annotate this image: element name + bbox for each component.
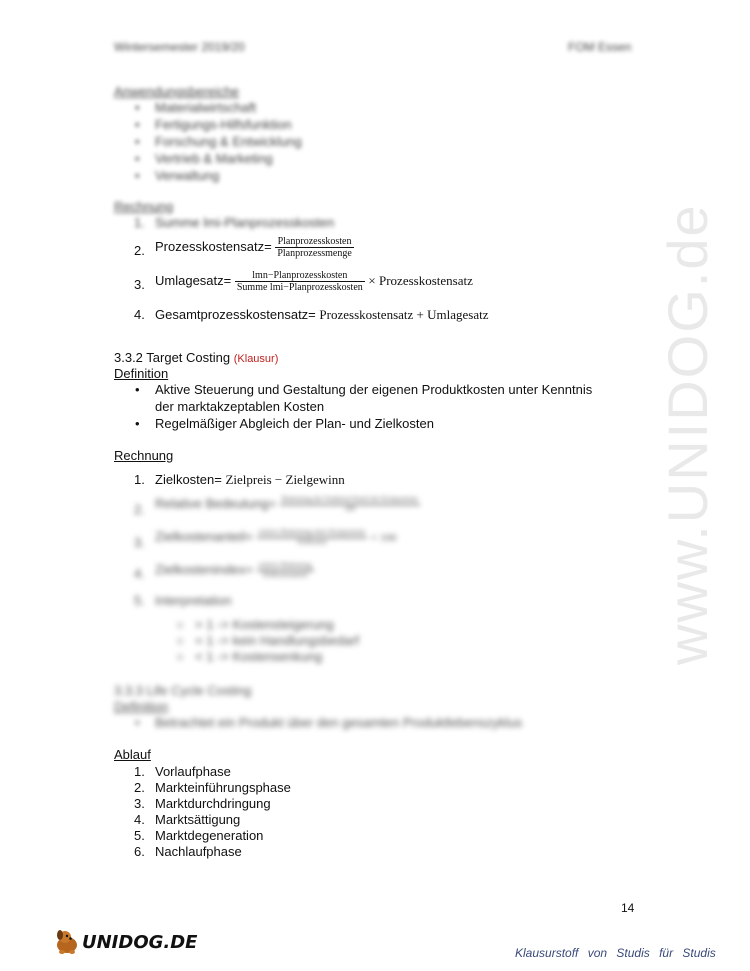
list-item: Marktdegeneration [155,828,264,843]
fraction [257,528,368,547]
exam-tag: (Klausur) [233,353,279,365]
fraction-denominator: Zielkosten [297,538,327,546]
list-number: 2. [134,780,145,795]
circle-bullet-icon: ○ [176,633,184,648]
circle-bullet-icon: ○ [176,649,184,664]
bullet-icon: • [135,134,140,149]
fraction-denominator: Zielkostenanteil [262,571,308,579]
list-number: 5. [134,593,145,608]
fraction [235,270,365,293]
list-item: Fertigungs-Hilfsfunktion [155,117,292,132]
bullet-icon: • [135,100,140,115]
dog-mascot-icon [52,928,82,956]
list-item: < 1 -> Kostensenkung [195,649,323,664]
list-item: Forschung & Entwicklung [155,134,302,149]
list-number: 2. [134,243,145,258]
rechnung1-item4 [155,307,488,323]
formula-body: Zielpreis − Zielgewinn [225,472,345,487]
fraction [275,236,353,259]
list-item: Marktdurchdringung [155,796,271,811]
formula-label: Umlagesatz= [155,272,232,288]
rechnung1-heading: Rechnung [114,199,174,214]
lifecycle-title: 3.3.3 Life Cycle Costing [114,683,252,698]
list-number: 1. [134,215,145,230]
list-item: Vorlaufphase [155,764,231,779]
formula-label: Relative Bedeutung= [155,495,277,511]
list-number: 4. [134,566,145,581]
fraction-denominator: 100 [344,505,355,513]
bullet-icon: • [135,416,140,431]
target-bullet2: Regelmäßiger Abgleich der Plan- und Zielkosten [155,416,434,431]
header-school: FOM Essen [568,40,632,54]
formula-tail: × 100 [370,531,397,544]
list-number: 5. [134,828,145,843]
circle-bullet-icon: ○ [176,617,184,632]
list-item: Nachlaufphase [155,844,242,859]
formula-label: Prozesskostensatz= [155,238,272,254]
list-number: 3. [134,796,145,811]
target-r1 [155,472,345,488]
target-r2 [155,495,420,514]
list-item: Markteinführungsphase [155,780,291,795]
list-number: 1. [134,764,145,779]
list-item: Vertrieb & Marketing [155,151,273,166]
footer-slogan: Klausurstoff von Studis für Studis [515,946,716,960]
formula-tail: × Prozesskostensatz [368,272,473,288]
list-item: Materialwirtschaft [155,100,257,115]
bullet-icon: • [135,715,140,730]
list-item: Marktsättigung [155,812,241,827]
rechnung1-item3 [155,270,473,293]
section-title: 3.3.2 Target Costing [114,350,231,365]
fraction [257,561,314,580]
list-item: > 1 -> Kostensteigerung [195,617,334,632]
list-number: 2. [134,502,145,517]
rechnung1-item1: Summe lmi-Planprozesskosten [155,215,335,230]
list-number: 4. [134,307,145,322]
fraction-numerator: Planprozesskosten [275,236,353,248]
ablauf-heading: Ablauf [114,747,151,762]
fraction-denominator: Planprozessmenge [277,248,352,259]
formula-body: Prozesskostensatz + Umlagesatz [319,307,489,322]
target-def-heading: Definition [114,366,169,381]
header-semester: Wintersemester 2019/20 [114,40,245,54]
watermark: www.UNIDOG.de [656,203,719,665]
lifecycle-bullet1: Betrachtet ein Produkt über den gesamten Produktlebenszyklus [155,715,523,730]
list-item: = 1 -> kein Handlungsbedarf [195,633,360,648]
lifecycle-def-heading: Definition [114,699,169,714]
target-bullet1-line1: Aktive Steuerung und Gestaltung der eigenen Produktkosten unter Kenntnis [155,382,593,397]
target-bullet1-line2: der marktakzeptablen Kosten [155,399,325,414]
list-number: 3. [134,535,145,550]
fraction-numerator: relative Bedeutung einer Komponente [258,528,366,536]
bullet-icon: • [135,382,140,397]
list-number: 6. [134,844,145,859]
rechnung1-item2 [155,236,354,259]
formula-label: Zielkostenindex= [155,561,253,577]
page-number: 14 [621,901,635,915]
bullet-icon: • [135,151,140,166]
formula-label: Zielkosten= [155,472,222,487]
target-r3 [155,528,396,547]
anwendung-heading: Anwendungsbereiche [114,84,240,99]
fraction-numerator: Bedeutung der Funktion/Anteil der Komponente [281,495,418,503]
target-r5: Interpretation [155,593,232,608]
fraction-numerator: relative Bedeutung [258,561,312,569]
list-number: 4. [134,812,145,827]
target-title [114,350,278,365]
fraction-denominator: Summe lmi−Planprozesskosten [236,282,363,293]
target-rech-heading: Rechnung [114,448,174,463]
list-number: 1. [134,472,145,487]
bullet-icon: • [135,168,140,183]
target-r4 [155,561,314,580]
formula-label: Zielkostenanteil= [155,528,253,544]
fraction [280,495,420,514]
fraction-numerator: lmn−Planprozesskosten [235,270,365,282]
bullet-icon: • [135,117,140,132]
list-number: 3. [134,277,145,292]
list-item: Verwaltung [155,168,220,183]
unidog-logo [52,928,197,956]
formula-label: Gesamtprozesskostensatz= [155,307,316,322]
logo-text: UNIDOG.DE [82,931,198,953]
